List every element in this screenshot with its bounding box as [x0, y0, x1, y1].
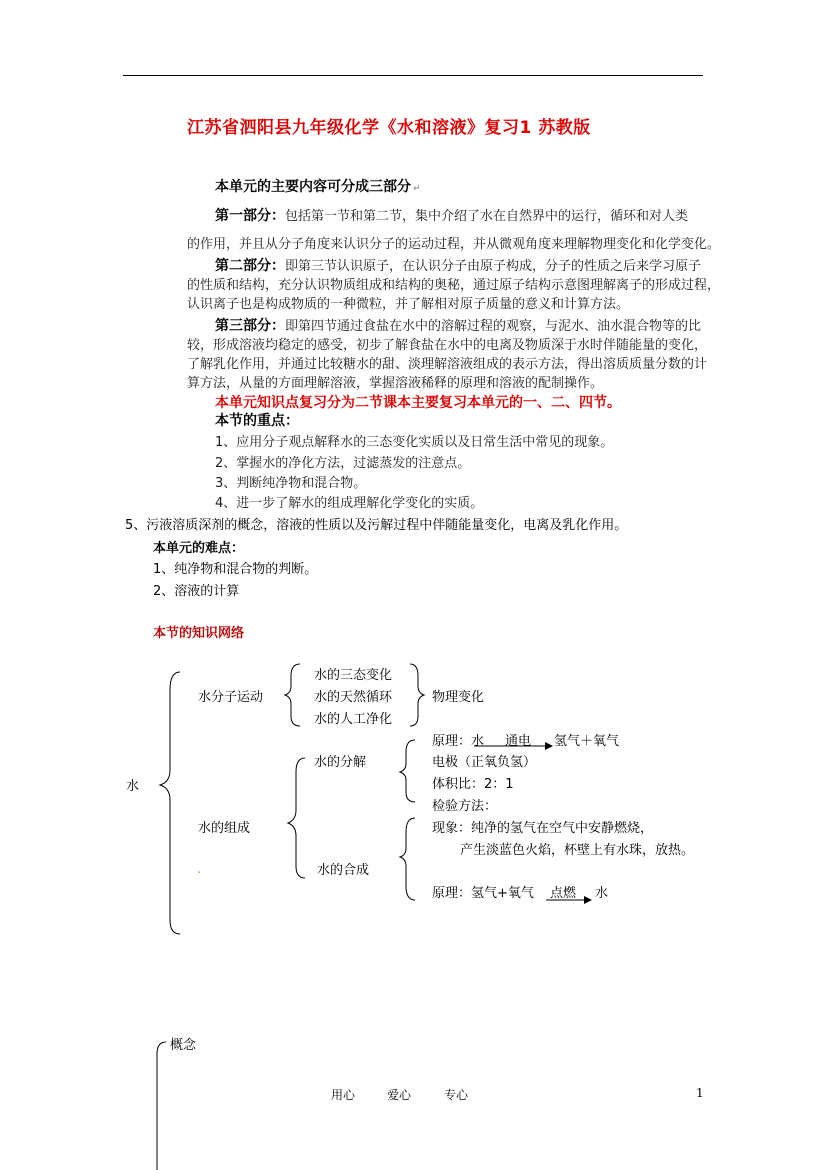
- part3-line2: 较，形成溶液均稳定的感受，初步了解食盐在水中的电离及物质深于水时伴随能量的变化，: [187, 338, 708, 353]
- synthesis-brace: [400, 818, 415, 900]
- footer-item: 用心: [331, 1088, 356, 1102]
- page-title: 江苏省泗阳县九年级化学《水和溶液》复习1 苏教版: [187, 118, 591, 138]
- decomp-products: 氢气＋氧气: [554, 734, 620, 749]
- footer-item: 专心: [444, 1088, 469, 1102]
- synth-product: 水: [595, 886, 609, 901]
- node-motion-item: 水的人工净化: [314, 712, 393, 727]
- difficulty-item: 1、纯净物和混合物的判断。: [153, 562, 318, 577]
- key-point: 4、进一步了解水的组成理解化学变化的实质。: [215, 496, 484, 511]
- part2-line3: 认识离子也是构成物质的一种微粒，并了解相对原子质量的意义和计算方法。: [187, 297, 630, 312]
- node-motion-item: 水的三态变化: [314, 668, 393, 683]
- ignite-label: 点燃: [550, 886, 577, 901]
- network-root: 水: [126, 779, 140, 794]
- concept-label: 概念: [170, 1038, 197, 1053]
- motion-brace-right: [410, 664, 424, 726]
- network-heading: 本节的知识网络: [153, 626, 245, 641]
- decomp-volume-ratio: 体积比：2：1: [432, 777, 514, 792]
- part3-line4: 算方法，从量的方面理解溶液，掌握溶液稀释的原理和溶液的配制操作。: [187, 376, 604, 391]
- node-motion-item: 水的天然循环: [314, 690, 393, 705]
- key-point: 2、掌握水的净化方法，过滤蒸发的注意点。: [215, 456, 471, 471]
- part1-line1: 第一部分：包括第一节和第二节，集中介绍了水在自然界中的运行，循环和对人类: [215, 208, 689, 224]
- decomp-principle: 原理：水: [432, 734, 485, 749]
- synth-principle: 原理：氢气+氧气: [432, 886, 534, 901]
- node-synthesis: 水的合成: [317, 863, 370, 878]
- review-note: 本单元知识点复习分为二节课本主要复习本单元的一、二、四节。: [215, 395, 621, 411]
- part2-line1: 第二部分：即第三节认识原子，在认识分子由原子构成，分子的性质之后来学习原子: [215, 258, 702, 274]
- key-point: 3、判断纯净物和混合物。: [215, 476, 367, 491]
- intro-heading: 本单元的主要内容可分成三部分 ↵: [215, 179, 421, 195]
- concept-brace: [157, 1042, 166, 1170]
- key-point: 1、应用分子观点解释水的三态变化实质以及日常生活中常见的现象。: [215, 435, 614, 450]
- difficulty-heading: 本单元的难点：: [153, 541, 245, 556]
- root-brace: [160, 672, 180, 934]
- node-physical-change: 物理变化: [432, 690, 485, 705]
- node-decomposition: 水的分解: [314, 755, 367, 770]
- stray-dot: .: [197, 862, 202, 877]
- composition-brace: [288, 758, 305, 878]
- decomp-test-method: 检验方法：: [432, 799, 498, 814]
- decomp-electrode: 电极（正氧负氢）: [432, 755, 537, 770]
- electrify-arrow-head: [545, 742, 553, 750]
- synth-phenomenon-1: 现象：纯净的氢气在空气中安静燃烧，: [432, 821, 654, 836]
- footer-item: 爱心: [387, 1088, 412, 1102]
- ignite-arrow-head: [584, 896, 592, 904]
- part1-line2: 的作用，并且从分子角度来认识分子的运动过程，并从微观角度来理解物理变化和化学变化。: [187, 237, 721, 252]
- part3-line1: 第三部分：即第四节通过食盐在水中的溶解过程的观察，与泥水、油水混合物等的比: [215, 318, 702, 334]
- part3-line3: 了解乳化作用，并通过比较糖水的甜、淡理解溶液组成的表示方法，得出溶质质量分数的计: [187, 357, 708, 372]
- synth-phenomenon-2: 产生淡蓝色火焰，杯壁上有水珠，放热。: [460, 843, 695, 858]
- key-heading: 本节的重点：: [215, 413, 299, 429]
- decomposition-brace: [400, 740, 415, 802]
- part2-line2: 的性质和结构，充分认识物质组成和结构的奥秘，通过原子结构示意图理解离子的形成过程，: [187, 278, 721, 293]
- difficulty-item: 2、溶液的计算: [153, 584, 240, 599]
- node-composition: 水的组成: [198, 821, 251, 836]
- electrify-label: 通电: [505, 734, 532, 749]
- point-5: 5、污液溶质深剂的概念，溶液的性质以及污解过程中伴随能量变化，电离及乳化作用。: [125, 518, 628, 533]
- page-number: 1: [696, 1086, 704, 1100]
- node-motion: 水分子运动: [198, 690, 264, 705]
- motion-brace-left: [285, 664, 300, 726]
